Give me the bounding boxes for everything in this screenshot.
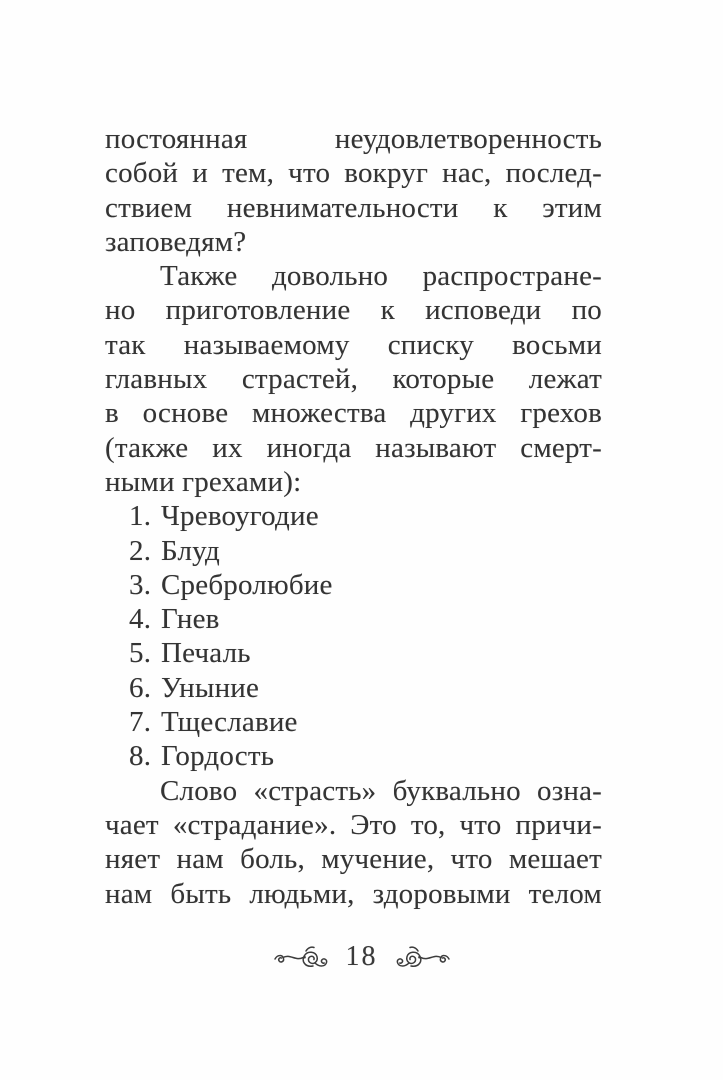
list-item-number: 8. [129,740,152,773]
list-item [105,705,602,739]
list-item-label: Уныние [161,671,260,704]
list-item-label: Блуд [161,534,220,567]
list-item [105,568,602,602]
list-item [105,636,602,670]
floral-flourish-right-icon [389,942,451,972]
page-text [105,122,602,911]
list-item-number: 1. [129,500,152,533]
list-item-label: Гнев [161,603,220,636]
list-item [105,602,602,636]
list-item-number: 4. [129,603,152,636]
list-item-number: 6. [129,671,152,704]
text-line: главных страстей, которые лежат [105,363,602,396]
text-line: (также их иногда называют смерт- [105,431,602,464]
list-item-label: Гордость [161,740,275,773]
text-line: заповедям? [105,225,247,258]
list-item-number: 5. [129,637,152,670]
text-line: в основе множества других грехов [105,397,602,430]
text-line: постоянная неудовлетворенность [105,123,602,155]
list-item-label: Печаль [161,637,251,670]
text-line: ными грехами): [105,465,302,498]
text-line: так называемому списку восьми [105,328,602,361]
list-item [105,671,602,705]
paragraph-1 [105,122,602,259]
list-item-number: 3. [129,568,152,601]
page-number: 18 [345,941,378,972]
list-item-number: 7. [129,706,152,739]
list-item [105,739,602,773]
text-line: няет нам боль, мучение, что мешает [105,843,602,876]
list-item-label: Тщеславие [161,706,298,739]
text-line: Также довольно распростране- [160,260,602,293]
text-line: собой и тем, что вокруг нас, послед- [105,157,602,190]
page-footer [0,941,723,973]
text-line: Слово «страсть» буквально озна- [160,774,602,807]
text-line: ствием невнимательности к этим [105,191,602,224]
floral-flourish-left-icon [273,942,335,972]
text-line: нам быть людьми, здоровыми телом [105,877,602,910]
list-item-label: Сребролюбие [161,568,333,601]
list-item [105,534,602,568]
text-line: чает «страдание». Это то, что причи- [105,808,602,841]
list-item-number: 2. [129,534,152,567]
paragraph-2 [105,259,602,499]
list-item [105,499,602,533]
passions-list [105,499,602,773]
text-line: но приготовление к исповеди по [105,294,602,327]
paragraph-3 [105,774,602,911]
list-item-label: Чревоугодие [161,500,319,533]
